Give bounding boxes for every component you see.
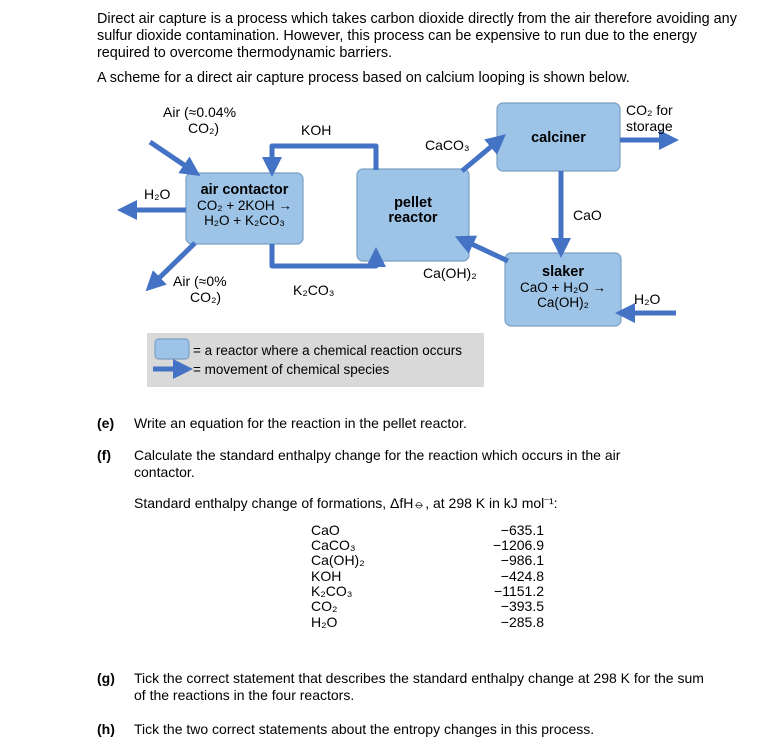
legend-background — [147, 333, 484, 387]
legend-movement-text: = movement of chemical species — [193, 362, 390, 377]
question-e-number: (e) — [97, 415, 115, 431]
slaker-name: slaker — [542, 264, 584, 280]
air-out-label-2: CO₂) — [190, 289, 222, 305]
co2-storage-label-2: storage — [626, 118, 673, 134]
pellet-reactor-name-2: reactor — [388, 210, 438, 226]
air-contactor-text — [186, 183, 303, 228]
table-species: KOH — [311, 568, 342, 584]
table-species: K₂CO₃ — [311, 583, 353, 599]
table-value: −393.5 — [500, 598, 544, 614]
caco3-label: CaCO₃ — [425, 137, 470, 153]
table-species: CaCO₃ — [311, 537, 356, 553]
enthalpy-table-caption: Standard enthalpy change of formations, ΔfH⦵, at 298 K in kJ mol⁻¹: — [134, 495, 558, 511]
table-species: CaO — [311, 522, 340, 538]
calciner-name: calciner — [531, 130, 586, 146]
air-contactor-name: air contactor — [200, 182, 289, 198]
table-value: −635.1 — [500, 522, 544, 538]
table-species: Ca(OH)₂ — [311, 552, 365, 568]
slaker-text — [505, 265, 621, 310]
pellet-reactor-name-1: pellet — [394, 195, 432, 211]
table-value: −1151.2 — [494, 583, 544, 599]
intro-scheme-sentence: A scheme for a direct air capture process based on calcium looping is shown below. — [97, 70, 630, 86]
air-in-label-1: Air (≈0.04% — [163, 104, 237, 120]
koh-arrow — [272, 146, 376, 170]
question-f-text: Calculate the standard enthalpy change for the reaction which occurs in the air contactor. — [134, 447, 621, 480]
table-value: −285.8 — [500, 614, 544, 630]
k2co3-label: K₂CO₃ — [293, 282, 335, 298]
question-h-number: (h) — [97, 721, 115, 737]
legend-reactor-swatch — [155, 339, 189, 359]
question-f-number: (f) — [97, 447, 111, 463]
air-contactor-eq2: H₂O + K₂CO₃ — [204, 213, 285, 228]
slaker-eq1: CaO + H₂O → — [520, 280, 606, 295]
question-e-text: Write an equation for the reaction in the pellet reactor. — [134, 415, 467, 431]
koh-label: KOH — [301, 122, 332, 138]
table-species: CO₂ — [311, 598, 338, 614]
caoh2-arrow — [463, 240, 508, 261]
intro-paragraph: Direct air capture is a process which takes carbon dioxide directly from the air therefore avoiding any sulfur dioxide contamination. However, this process can be expensive to run due to the energy required to overcome thermodynamic barriers. — [97, 11, 737, 61]
air-out-label-1: Air (≈0% — [173, 273, 227, 289]
co2-storage-label-1: CO₂ for — [626, 102, 673, 118]
table-value: −1206.9 — [493, 537, 544, 553]
slaker-eq2: Ca(OH)₂ — [537, 295, 589, 310]
legend-reactor-text: = a reactor where a chemical reaction occurs — [193, 343, 462, 358]
question-h-text: Tick the two correct statements about the entropy changes in this process. — [134, 721, 595, 737]
air-contactor-eq1: CO₂ + 2KOH → — [197, 198, 292, 213]
pellet-reactor-text — [357, 196, 469, 226]
table-value: −424.8 — [500, 568, 544, 584]
air-in-label-2: CO₂) — [188, 120, 220, 136]
calciner-text — [497, 131, 620, 146]
caoh2-label: Ca(OH)₂ — [423, 265, 477, 281]
question-g-text: Tick the correct statement that describes the standard enthalpy change at 298 K for the sum of the reactions in the four reactors. — [134, 670, 704, 703]
h2o-left-label: H₂O — [144, 186, 171, 202]
question-g-number: (g) — [97, 670, 115, 686]
cao-label: CaO — [573, 207, 602, 223]
table-species: H₂O — [311, 614, 338, 630]
h2o-right-label: H₂O — [634, 291, 661, 307]
table-value: −986.1 — [500, 552, 544, 568]
air-in-arrow — [150, 142, 193, 171]
